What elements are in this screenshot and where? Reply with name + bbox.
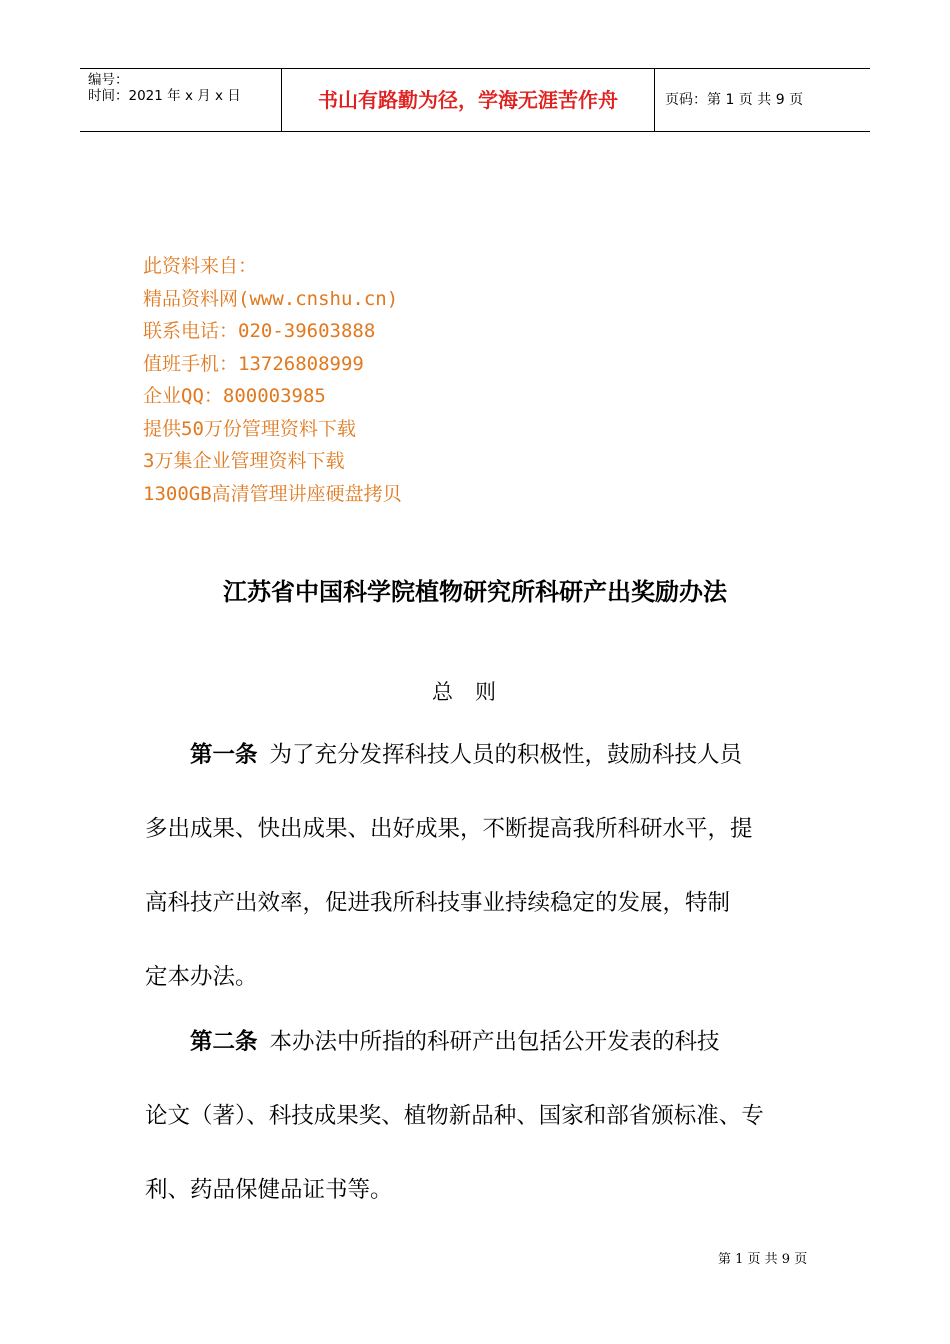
promo-phone: 联系电话：020-39603888 [143, 320, 376, 342]
article-line: 多出成果、快出成果、出好成果，不断提高我所科研水平，提 [145, 816, 753, 842]
document-date: 时间：2021 年 x 月 x 日 [88, 88, 241, 104]
header-page-cell [655, 69, 870, 131]
header-motto: 书山有路勤为径，学海无涯苦作舟 [318, 88, 618, 112]
promo-offer-1: 提供50万份管理资料下载 [143, 417, 356, 440]
article-text: 为了充分发挥科技人员的积极性，鼓励科技人员 [269, 742, 743, 768]
header-page-number: 页码：第 1 页 共 9 页 [665, 92, 804, 108]
article-line: 利、药品保健品证书等。 [145, 1177, 393, 1203]
header-info-cell [80, 69, 282, 131]
article-line: 定本办法。 [145, 964, 258, 990]
article-text: 本办法中所指的科研产出包括公开发表的科技 [269, 1029, 720, 1055]
header-motto-cell [282, 69, 655, 131]
article-line [145, 735, 753, 809]
promo-website: 精品资料网(www.cnshu.cn) [143, 287, 399, 310]
article-1 [145, 735, 753, 1031]
promo-source: 此资料来自： [143, 255, 258, 277]
page-footer: 第 1 页 共 9 页 [718, 1252, 808, 1267]
promo-qq: 企业QQ：800003985 [143, 385, 326, 407]
article-line [145, 1022, 764, 1096]
article-label: 第一条 [190, 742, 258, 768]
promo-offer-3: 1300GB高清管理讲座硬盘拷贝 [143, 482, 402, 505]
promo-block [143, 250, 402, 510]
article-2 [145, 1022, 764, 1244]
document-title: 江苏省中国科学院植物研究所科研产出奖励办法 [223, 578, 727, 606]
article-label: 第二条 [190, 1029, 258, 1055]
article-line: 论文（著）、科技成果奖、植物新品种、国家和部省颁标准、专 [145, 1103, 764, 1129]
document-code-label: 编号： [88, 72, 129, 88]
promo-mobile: 值班手机：13726808999 [143, 352, 364, 375]
promo-offer-2: 3万集企业管理资料下载 [143, 450, 345, 472]
page-header [80, 68, 870, 132]
section-heading: 总则 [432, 680, 518, 704]
article-line: 高科技产出效率，促进我所科技事业持续稳定的发展，特制 [145, 890, 731, 916]
